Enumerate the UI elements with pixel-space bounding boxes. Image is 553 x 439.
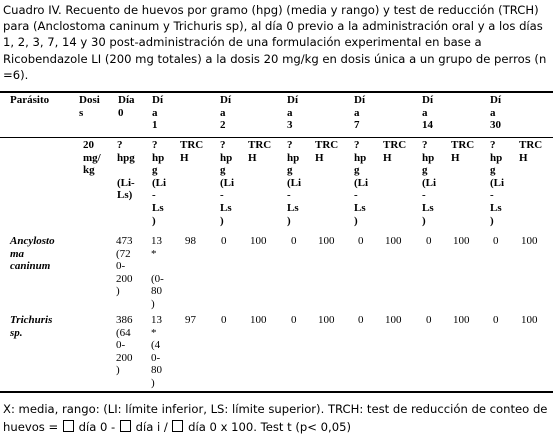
subhdr-hpg: ? hp g (Li - Ls ) [220, 139, 235, 227]
cell-d2-trch: 100 [250, 314, 267, 326]
subhdr-hpg: ? hp g (Li - Ls ) [152, 139, 167, 227]
subhdr-trch: TRC H [451, 139, 475, 164]
cell-d7-hpg: 0 [358, 314, 364, 326]
row-parasite-name: Ancylosto ma caninum [10, 235, 55, 273]
cell-d1-trch: 98 [185, 235, 196, 247]
cell-d0: 473 (72 0- 200 ) [116, 235, 133, 298]
cell-d1-trch: 97 [185, 314, 196, 326]
footnote-text-4: día 0 x 100. Test t (p< 0,05) [184, 419, 352, 434]
cell-d3-trch: 100 [318, 314, 335, 326]
header-separator [0, 137, 553, 138]
missing-glyph-icon [120, 420, 131, 432]
subhdr-hpg: ? hp g (Li - Ls ) [422, 139, 437, 227]
col-header-dia3: Dí a 3 [287, 94, 298, 132]
cell-d14-hpg: 0 [426, 235, 432, 247]
row-parasite-name: Trichuris sp. [10, 314, 53, 339]
col-header-parasito: Parásito [10, 94, 50, 106]
subhdr-trch: TRC H [383, 139, 407, 164]
subhdr-hpg: ? hp g (Li - Ls ) [354, 139, 369, 227]
table-caption: Cuadro IV. Recuento de huevos por gramo (hpg) (media y rango) y test de reducción (TRCH) para (Anclostoma caninum y Trichuris sp), al día 0 previo a la administración oral y a los días 1, 2, 3, 7, 14 y 30 post-administración de una formulación experimental en base a Ricobendazole LI (200 mg totales) a la dosis 20 mg/kg en dosis única a un grupo de perros (n =6). [3, 3, 547, 82]
cell-d3-trch: 100 [318, 235, 335, 247]
col-header-dia7: Dí a 7 [354, 94, 365, 132]
col-header-dia30: Dí a 30 [490, 94, 501, 132]
col-header-dia1: Dí a 1 [152, 94, 163, 132]
cell-d1-hpg: 13 * (4 0- 80 ) [151, 314, 162, 389]
col-header-dia0: Día 0 [118, 94, 135, 119]
dose-value: 20 mg/ kg [83, 139, 101, 177]
cell-d2-trch: 100 [250, 235, 267, 247]
footnote-text-2: día 0 - [74, 419, 119, 434]
subhdr-trch: TRC H [248, 139, 272, 164]
cell-d14-trch: 100 [453, 235, 470, 247]
cell-d30-hpg: 0 [493, 235, 499, 247]
subhdr-hpg-d0: ? hpg (Li- Ls) [117, 139, 135, 202]
cell-d30-hpg: 0 [493, 314, 499, 326]
footnote-text-1: X: media, rango: (LI: límite inferior, LS: límite superior). TRCH: test de reducción de conteo de huevos = [3, 402, 548, 434]
subhdr-trch: TRC H [315, 139, 339, 164]
cell-d3-hpg: 0 [291, 235, 297, 247]
cell-d30-trch: 100 [521, 314, 538, 326]
cell-d14-hpg: 0 [426, 314, 432, 326]
subhdr-trch: TRC H [519, 139, 543, 164]
cell-d7-trch: 100 [385, 314, 402, 326]
cell-d7-trch: 100 [385, 235, 402, 247]
cell-d14-trch: 100 [453, 314, 470, 326]
cell-d2-hpg: 0 [221, 314, 227, 326]
missing-glyph-icon [172, 420, 183, 432]
footnote-text-3: día i / [131, 419, 172, 434]
cell-d7-hpg: 0 [358, 235, 364, 247]
col-header-dia14: Dí a 14 [422, 94, 433, 132]
cell-d2-hpg: 0 [221, 235, 227, 247]
col-header-dia2: Dí a 2 [220, 94, 231, 132]
subhdr-hpg: ? hp g (Li - Ls ) [287, 139, 302, 227]
subhdr-trch: TRC H [180, 139, 204, 164]
cell-d3-hpg: 0 [291, 314, 297, 326]
cell-d1-hpg: 13 * (0- 80 ) [151, 235, 164, 310]
subhdr-hpg: ? hp g (Li - Ls ) [490, 139, 505, 227]
cell-d0: 386 (64 0- 200 ) [116, 314, 133, 377]
table-footnote [3, 401, 551, 436]
cell-d30-trch: 100 [521, 235, 538, 247]
col-header-dosis: Dosi s [79, 94, 100, 119]
missing-glyph-icon [63, 420, 74, 432]
